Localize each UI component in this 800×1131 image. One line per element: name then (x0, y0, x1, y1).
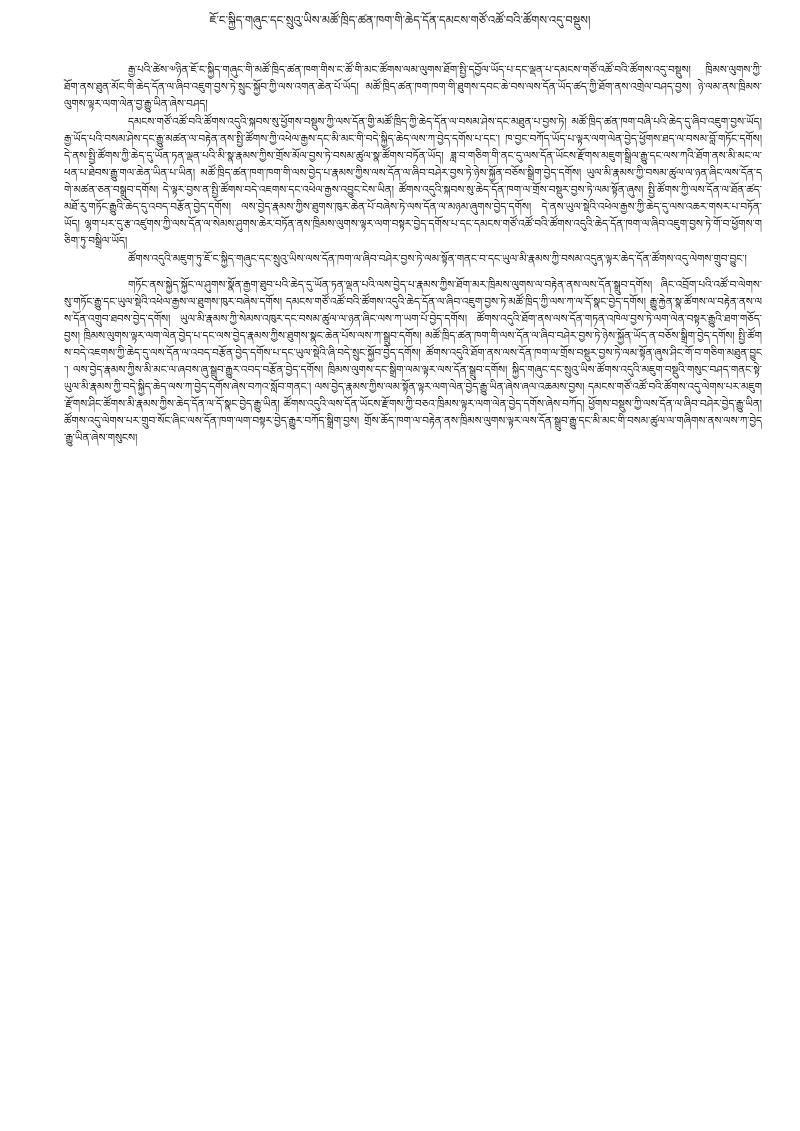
document-body (64, 62, 762, 447)
paragraph-1: རྒྱ་པའི་ཚེས་༧ཉིན་ཇོ་ང་སྐྱིད་གཞུང་གི་མཚོ་ཁྲིད་ཚན་ཁག་གིས་ང་ཚོ་གི་མང་ཚོགས་ལམ་ལུགས་ཐོག་སྤྱི་དབྱོལ་ཡོད་པ་དང་ལྡན་པ་དམངས་གཙོ་འཚོ་བའི་ཚོགས་འདུ་བསྡུས། ཁྲིམས་ལུགས་ཀྱི་ཐོག་ནས་ཐུན་མོང་གི་ཆེད་དོན་ལ་ཞིབ་འཇུག་བྱས་ཏེ་སྲུང་སྐྱོབ་ཀྱི་ལས་འགན་ཆེན་པོ་ཡོད། མཚོ་ཁྲིད་ཚན་ཁག་ཁག་གི་ཐུགས་དབང་ཆེ་བས་ལས་དོན་ཡོད་ཚད་ཀྱི་ཐོག་ནས་འགྲེལ་བཤད་བྱས། ཉེ་ལམ་ནས་ཁྲིམས་ལུགས་ལྟར་ལག་ལེན་བྱ་རྒྱུ་ཡིན་ཞེས་བཤད། (64, 64, 762, 110)
paragraph-3: ཚོགས་འདུའི་མཇུག་ཏུ་ཇོ་ང་སྐྱིད་གཞུང་དང་སྲུའུ་ཡིས་ལས་དོན་ཁག་ལ་ཞིབ་བཤེར་བྱས་ཏེ་ལམ་སྟོན་གནང་བ་དང་ཡུལ་མི་རྣམས་ཀྱི་བསམ་འདུན་ལྟར་ཆེད་དོན་ཚོགས་འདུ་ལེགས་གྲུབ་བྱུང་། (128, 253, 747, 265)
document-title: ཇོ་ང་སྐྱིད་གཞུང་དང་སྲུའུ་ཡིས་མཚོ་ཁྲིད་ཚན་ཁག་གི་ཆེད་དོན་དམངས་གཙོ་འཚོ་བའི་ཚོགས་འདུ་བསྡུས། (209, 13, 591, 27)
paragraph-4: གཏོང་ནས་སྐྱེད་སྐྱོང་ལ་ཤུགས་སྣོན་རྒྱག་ཐུབ་པའི་ཆེད་དུ་ཡོན་ཏན་ལྡན་པའི་ལས་བྱེད་པ་རྣམས་ཀྱིས་ཐོག་མར་ཁྲིམས་ལུགས་ལ་བརྟེན་ནས་ལས་དོན་སྒྲུབ་དགོས། ཞིང་འབྲོག་པའི་འཚོ་བ་ལེགས་སུ་གཏོང་རྒྱུ་དང་ཡུལ་སྡེའི་འཕེལ་རྒྱས་ལ་ཐུགས་ཁུར་བཞེས་དགོས། དམངས་གཙོ་འཚོ་བའི་ཚོགས་འདུའི་ཆེད་དོན་ལ་ཞིབ་འཇུག་བྱས་ཏེ་མཚོ་ཁྲིད་ཀྱི་ལས་ཀ་ལ་དོ་སྣང་བྱེད་དགོས། རྒྱུ་རྐྱེན་སྣ་ཚོགས་ལ་བརྟེན་ནས་ལས་དོན་འགྲུབ་ཐབས་བྱེད་དགོས། ཡུལ་མི་རྣམས་ཀྱི་སེམས་འཁུར་དང་བསམ་ཚུལ་ལ་ཉན་ཞིང་ལས་ཀ་ཡག་པོ་བྱེད་དགོས། ཚོགས་འདུའི་ཐོག་ནས་ལས་དོན་གཏན་འཁེལ་བྱས་ཏེ་ལག་ལེན་བསྟར་རྒྱུའི་ཐག་གཅོད་བྱས། ཁྲིམས་ལུགས་ལྟར་ལག་ལེན་བྱེད་པ་དང་ལས་བྱེད་རྣམས་ཀྱིས་ཐུགས་སྣང་ཆེན་པོས་ལས་ཀ་སྒྲུབ་དགོས། མཚོ་ཁྲིད་ཚན་ཁག་གི་ལས་དོན་ལ་ཞིབ་བཤེར་བྱས་ཏེ་ཉེས་སྐྱོན་ཡོད་ན་བཅོས་སྒྲིག་བྱེད་དགོས། སྤྱི་ཚོགས་བདེ་འཇགས་ཀྱི་ཆེད་དུ་ལས་དོན་ལ་འབད་བརྩོན་བྱེད་དགོས་པ་དང་ཡུལ་སྡེའི་ཞི་བདེ་སྲུང་སྐྱོབ་བྱེད་དགོས། ཚོགས་འདུའི་ཐོག་ནས་ལས་དོན་ཁག་ལ་གྲོས་བསྡུར་བྱས་ཏེ་ལམ་སྟོན་ཞུས་ཤིང་གོ་བ་གཅིག་མཐུན་བྱུང་། ལས་བྱེད་རྣམས་ཀྱིས་མི་མང་ལ་ཞབས་ཞུ་སྒྲུབ་རྒྱུར་འབད་བརྩོན་བྱེད་དགོས། ཁྲིམས་ལུགས་དང་སྒྲིག་ལམ་ལྟར་ལས་དོན་སྒྲུབ་དགོས། སྐྱིད་གཞུང་དང་སྲུའུ་ཡིས་ཚོགས་འདུའི་མཇུག་བསྡུའི་གསུང་བཤད་གནང་སྟེ་ཡུལ་མི་རྣམས་ཀྱི་བདེ་སྐྱིད་ཆེད་ལས་ཀ་བྱེད་དགོས་ཞེས་བཀའ་སློབ་གནང་། ལས་བྱེད་རྣམས་ཀྱིས་ལམ་སྟོན་ལྟར་ལག་ལེན་བྱེད་རྒྱུ་ཡིན་ཞེས་ཞལ་འཆམས་བྱས། དམངས་གཙོ་འཚོ་བའི་ཚོགས་འདུ་ལེགས་པར་མཇུག་རྫོགས་ཤིང་ཚོགས་མི་རྣམས་ཀྱིས་ཆེད་དོན་ལ་དོ་སྣང་བྱེད་རྒྱུ་ཡིན། ཚོགས་འདུའི་ལས་དོན་ཡོངས་རྫོགས་ཀྱི་བཅའ་ཁྲིམས་ལྟར་ལག་ལེན་བྱེད་དགོས་ཞེས་བཀོད། ཕྱོགས་བསྡུས་ཀྱི་ལས་དོན་ལ་ཞིབ་བཤེར་བྱེད་རྒྱུ་ཡིན། ཚོགས་འདུ་ལེགས་པར་གྲུབ་སོང་ཞིང་ལས་དོན་ཁག་ལག་བསྟར་བྱེད་རྒྱུར་བཀོད་སྒྲིག་བྱས། གྲོས་ཆོད་ཁག་ལ་བརྟེན་ནས་ཁྲིམས་ལུགས་ལྟར་ལས་དོན་སྒྲུབ་རྒྱུ་དང་མི་མང་གི་བསམ་ཚུལ་ལ་གཞིགས་ནས་ལས་ཀ་བྱེད་རྒྱུ་ཡིན་ཞེས་གསུངས། (64, 279, 762, 444)
paragraph-2: དམངས་གཙོ་འཚོ་བའི་ཚོགས་འདུའི་སྐབས་སུ་ཕྱོགས་བསྡུས་ཀྱི་ལས་དོན་གྱི་མཚོ་ཁྲིད་ཀྱི་ཆེད་དོན་ལ་བསམ་ཤེས་དང་མཐུན་པ་བྱས་ཏེ། མཚོ་ཁྲིད་ཚན་ཁག་བཞི་པའི་ཆེད་དུ་ཞིབ་འཇུག་བྱས་ཡོད། རྒྱ་ཡོད་པའི་བསམ་ཤེས་དང་རྒྱུ་མཚན་ལ་བརྟེན་ནས་སྤྱི་ཚོགས་ཀྱི་འཕེལ་རྒྱས་དང་མི་མང་གི་བདེ་སྐྱིད་ཆེད་ལས་ཀ་བྱེད་དགོས་པ་དང་། ཁ་བྱང་བཀོད་ཡོད་པ་ལྟར་ལག་ལེན་བྱེད་ཕྱོགས་ཐད་ལ་བསམ་བློ་གཏོང་དགོས། དེ་ནས་སྤྱི་ཚོགས་ཀྱི་ཆེད་དུ་ཡོན་ཏན་ལྡན་པའི་མི་སྣ་རྣམས་ཀྱིས་གྲོས་མོལ་བྱས་ཏེ་བསམ་ཚུལ་སྣ་ཚོགས་བཏོན་ཡོད། ཟླ་བ་གཅིག་གི་ནང་དུ་ལས་དོན་ཡོངས་རྫོགས་མཇུག་སྒྲིལ་རྒྱུ་དང་ལས་ཀའི་ཐོག་ནས་མི་མང་ལ་ཕན་པ་ཐེབས་རྒྱུ་གལ་ཆེན་ཡིན་པ་ཡིན། མཚོ་ཁྲིད་ཚན་ཁག་ཁག་གི་ལས་བྱེད་པ་རྣམས་ཀྱིས་ལས་དོན་ལ་ཞིབ་བཤེར་བྱས་ཏེ་ཉེས་སྐྱོན་བཅོས་སྒྲིག་བྱེད་དགོས། ཡུལ་མི་རྣམས་ཀྱི་བསམ་ཚུལ་ལ་ཉན་ཞིང་ལས་དོན་དགེ་མཚན་ཅན་བསྒྲུབ་དགོས། དེ་ལྟར་བྱས་ན་སྤྱི་ཚོགས་བདེ་འཇགས་དང་འཕེལ་རྒྱས་འབྱུང་ངེས་ཡིན། ཚོགས་འདུའི་སྐབས་སུ་ཆེད་དོན་ཁག་ལ་གྲོས་བསྡུར་བྱས་ཏེ་ལམ་སྟོན་ཞུས། སྤྱི་ཚོགས་ཀྱི་ལས་དོན་ལ་ཐོན་ཚད་མཐོ་རུ་གཏོང་རྒྱུའི་ཆེད་དུ་འབད་བརྩོན་བྱེད་དགོས། ལས་བྱེད་རྣམས་ཀྱིས་ཐུགས་ཁུར་ཆེན་པོ་བཞེས་ཏེ་ལས་དོན་ལ་མཉམ་ཞུགས་བྱེད་དགོས། དེ་ནས་ཡུལ་སྡེའི་འཕེལ་རྒྱས་ཀྱི་ཆེད་དུ་ལས་འཆར་གསར་པ་བཏོན་ཡོད། ལྷག་པར་དུ་རྩ་འཛུགས་ཀྱི་ལས་དོན་ལ་སེམས་ཤུགས་ཆེར་བཏོན་ནས་ཁྲིམས་ལུགས་ལྟར་ལག་བསྟར་བྱེད་དགོས་པ་དང་དམངས་གཙོ་འཚོ་བའི་ཚོགས་འདུའི་ཆེད་དོན་ཁག་ལ་ཞིབ་འཇུག་བྱས་ཏེ་གོ་བ་ཕྱོགས་གཅིག་ཏུ་བསྒྲིལ་ཡོད། (64, 116, 762, 247)
